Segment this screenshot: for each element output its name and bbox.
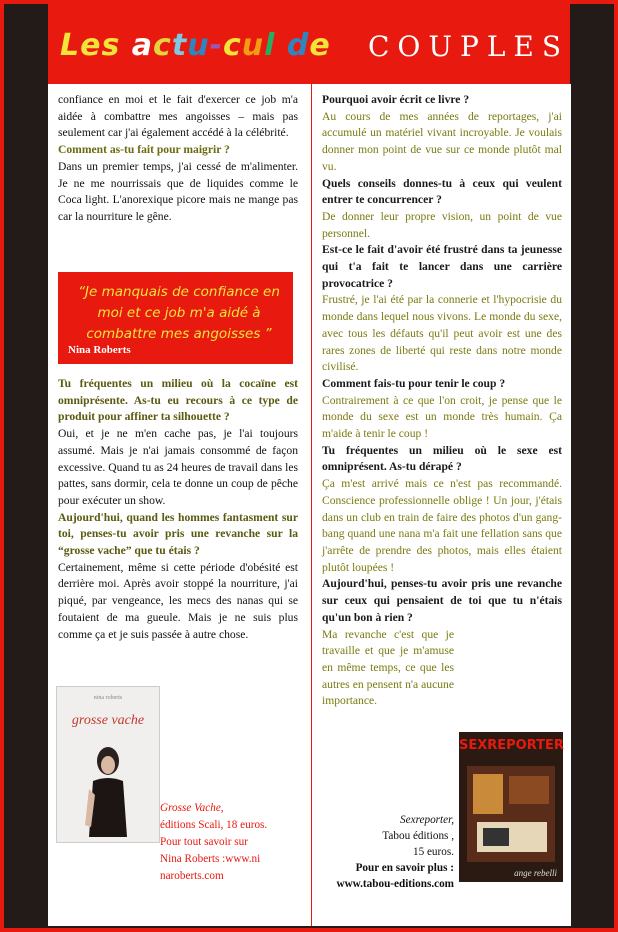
book-cover-grosse-vache [56,686,160,843]
title-letter: u [241,28,265,63]
question: Quels conseils donnes-tu à ceux qui veulent entrer te concurrencer ? [322,176,562,207]
question: Pourquoi avoir écrit ce livre ? [322,93,470,106]
question: Comment fais-tu pour tenir le coup ? [322,376,506,390]
left-column [48,84,311,926]
caption-line: naroberts.com [160,870,224,882]
title-letter [275,28,286,63]
answer: Contrairement à ce que l'on croit, je pense que le monde du sexe est un monde très humain. Ça m'aide à tenir le coup ! [322,393,562,441]
question: Tu fréquentes un milieu où le sexe est omniprésent. As-tu dérapé ? [322,443,562,474]
question: Est-ce le fait d'avoir été frustré dans ta jeunesse qui t'a fait te lancer dans une carrière provocatrice ? [322,243,562,290]
book-cover-sexreporter [459,732,563,882]
pull-quote-author: Nina Roberts [68,344,131,356]
title-letter: a [131,28,154,63]
title-colorful [60,28,331,63]
title-letter: e [309,28,331,63]
book-caption-right [320,812,454,892]
book-illustration-icon [467,766,555,862]
answer: Oui, et je ne m'en cache pas, je l'ai toujours assumé. Mais je n'ai jamais consommé de façon excessive. Quand tu as 24 heures de travail dans les pattes, sans dormir, cela te donne un coup de pêche pour exécuter un show. [58,427,298,507]
paragraph: confiance en moi et le fait d'exercer ce job m'a aidée à combattre mes angoisses – mais pas seulement car j'ai également accédé à la célébrité. [58,93,298,140]
answer: Ma revanche c'est que je travaille et que je m'amuse en même temps, ce que les autres en pensent n'a aucune importance. [322,627,454,708]
pull-quote [58,272,293,364]
book-author: nina roberts [93,695,123,701]
caption-line: Pour tout savoir sur [160,836,248,848]
book-caption-left [160,800,306,885]
answer: Certainement, même si cette période d'obésité est derrière moi. Après avoir stoppé la nourriture, j'ai piqué, par vengeance, les mecs des nanas qui se foutaient de ma gueule. Mais je ne suis plus comme ça et je suis passée à autre chose. [58,560,298,641]
book-title: grosse vache [71,713,145,728]
title-letter: u [187,28,210,63]
right-column [311,84,571,926]
title-letter: d [286,28,310,63]
title-letter: L [60,28,81,63]
answer: Dans un premier temps, j'ai cessé de m'alimenter. Je ne me nourrissais que de liquides comme le Coca light. L'anorexique picore mais ne mange pas car la nourriture le gêne. [58,159,298,223]
title-letter: c [223,28,242,63]
question: Aujourd'hui, quand les hommes fantasment sur toi, penses-tu avoir pris une revanche sur la “grosse vache” que tu étais ? [58,510,298,558]
caption-line: Tabou éditions , [382,830,454,842]
title-letter: - [209,28,223,63]
title-letter: t [171,28,188,63]
caption-line: Pour en savoir plus : [355,862,454,874]
answer: De donner leur propre vision, un point de vue personnel. [322,209,562,240]
caption-line: Nina Roberts :www.ni [160,853,261,865]
caption-line: Sexreporter, [400,814,454,826]
caption-line: éditions Scali, 18 euros. [160,819,268,831]
book-author: ange rebelli [514,868,557,878]
book-title: SEXREPORTER [459,738,564,753]
question: Tu fréquentes un milieu où la cocaïne est omniprésente. As-tu eu recours à ce type de produit pour affiner ta silhouette ? [58,377,298,424]
title-letter: s [101,28,121,63]
header-banner [48,4,570,84]
answer: Frustré, je l'ai été par la connerie et l'hypocrisie du monde dans lequel nous vivons. Le monde du sexe, avec tous les défauts qu'il peut avoir est une des rares zones de liberté qui reste dans notre monde civilisé. [322,293,562,374]
question: Aujourd'hui, penses-tu avoir pris une revanche sur ceux qui pensaient de toi que tu n'étais qu'un bon à rien ? [322,577,562,624]
title-letter: e [80,28,102,63]
caption-line: Grosse Vache, [160,802,224,814]
caption-line: 15 euros. [412,846,454,858]
title-letter: l [264,28,276,63]
title-letter: c [153,28,172,63]
answer: Au cours de mes années de reportages, j'ai accumulé un matériel vivant incroyable. Je voulais donner mon point de vue sur ce monde plutôt mal vu. [322,109,562,173]
caption-line: www.tabou-editions.com [336,878,454,890]
question: Comment as-tu fait pour maigrir ? [58,143,230,157]
title-couples: COUPLES [368,30,570,63]
woman-figure-icon [83,745,133,837]
pull-quote-text: “Je manquais de confiance en moi et ce job m'a aidé à combattre mes angoisses ” [78,284,280,342]
title-letter [120,28,131,63]
answer: Ça m'est arrivé mais ce n'est pas recommandé. Conscience professionnelle oblige ! Un jour, j'étais dans un club en train de faire des photos d'un gang-bang quand une nana m'a fait une fellation sans que j'arrête de prendre des photos, mais elles étaient plutôt loupées ! [322,477,562,574]
